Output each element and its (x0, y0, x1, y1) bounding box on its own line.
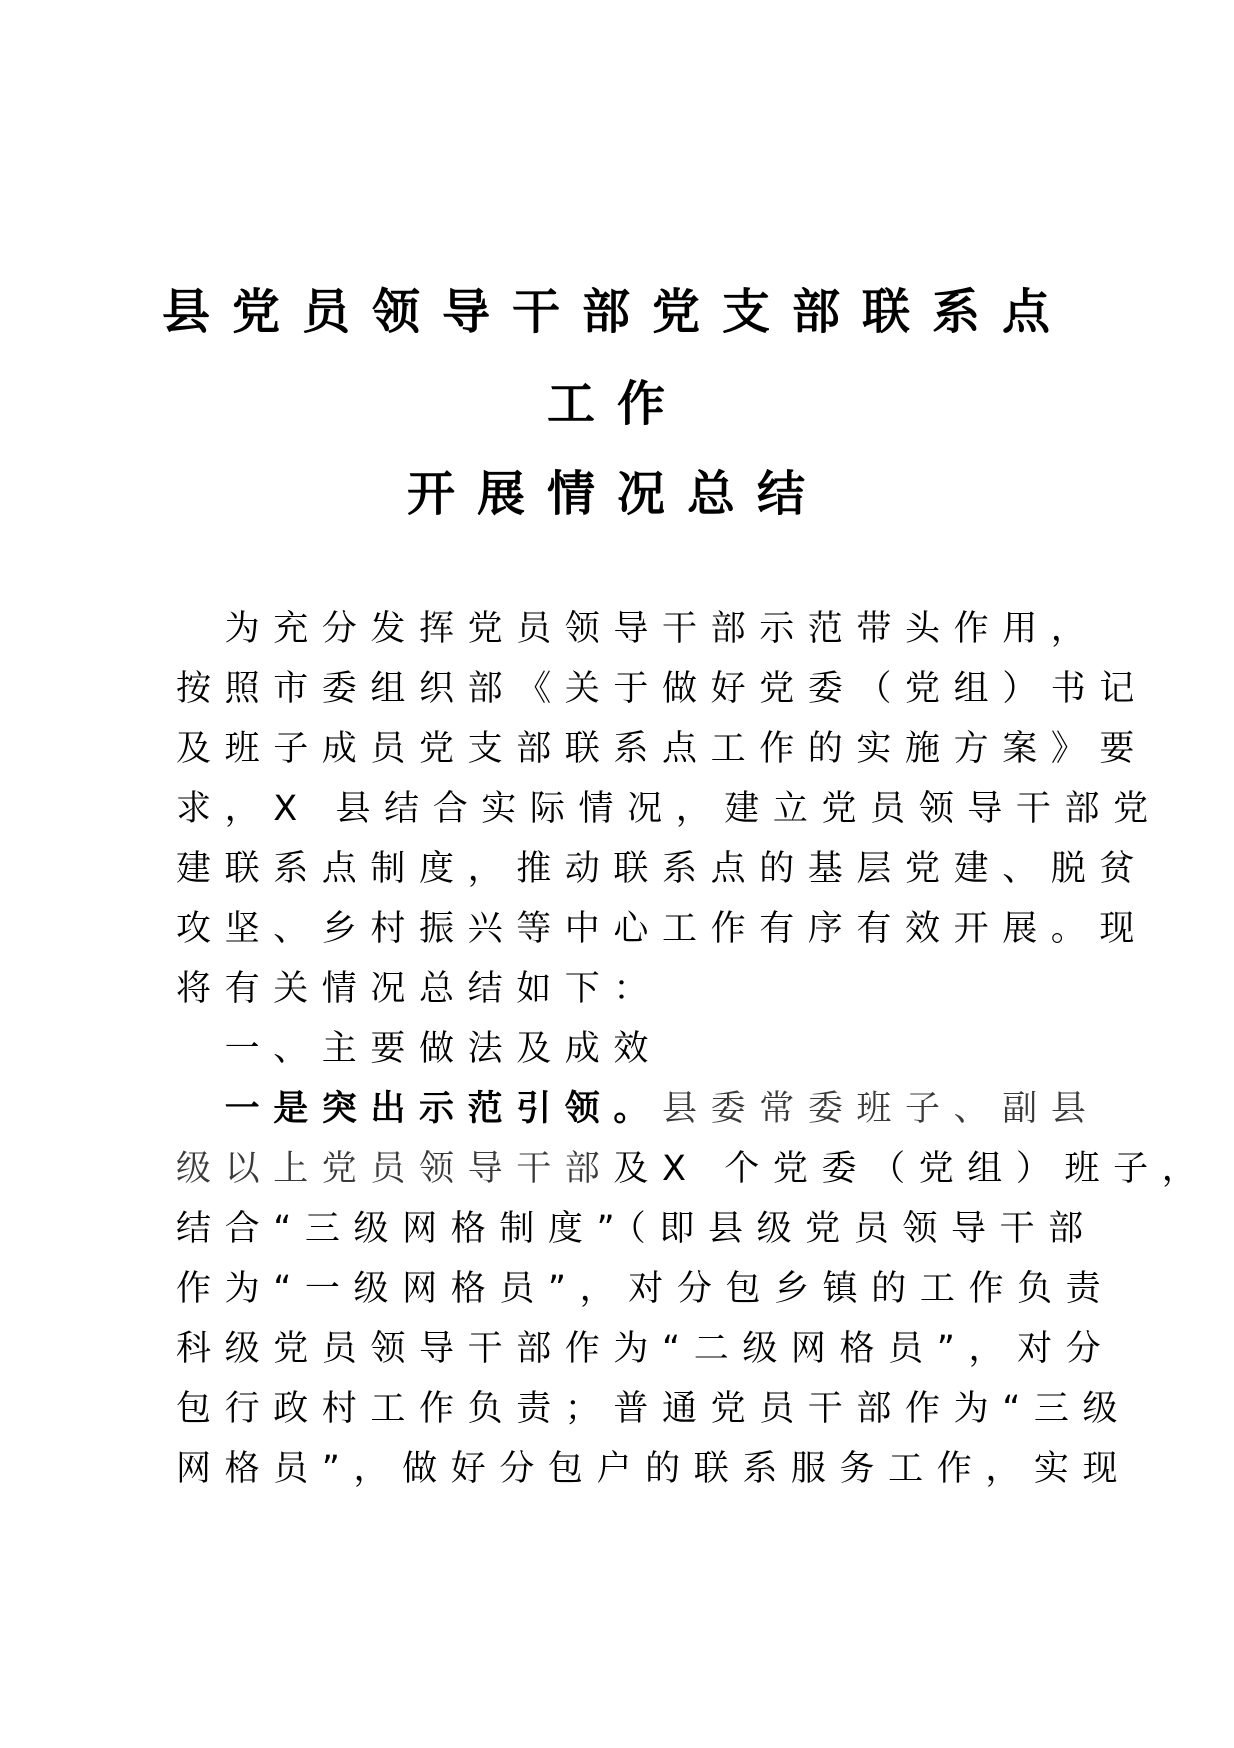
intro-line: 攻坚、乡村振兴等中心工作有序有效开展。现 (176, 909, 1149, 949)
intro-line: 按照市委组织部《关于做好党委（党组）书记 (176, 669, 1149, 709)
point1-line: 科级党员领导干部作为“二级网格员”，对分 (176, 1329, 1115, 1369)
point1-lead: 一是突出示范引领。 (176, 1089, 663, 1129)
section-heading: 一、主要做法及成效 (176, 1029, 663, 1069)
point1-line: 作为“一级网格员”，对分包乡镇的工作负责 (176, 1269, 1115, 1309)
intro-line: 建联系点制度，推动联系点的基层党建、脱贫 (176, 849, 1149, 889)
point1-line2-text: 及X 个党委（党组）班子， (613, 1149, 1211, 1189)
point1-line1-text: 县委常委班子、副县 (662, 1089, 1100, 1129)
document-title-line-2: 工作 (546, 376, 687, 432)
point1-line: 包行政村工作负责；普通党员干部作为“三级 (176, 1389, 1132, 1429)
intro-line: 将有关情况总结如下： (176, 969, 663, 1009)
document-title-line-3: 开展情况总结 (406, 466, 827, 522)
intro-line: 及班子成员党支部联系点工作的实施方案》要 (176, 729, 1149, 769)
intro-line: 求，X 县结合实际情况，建立党员领导干部党 (176, 789, 1162, 829)
intro-line: 为充分发挥党员领导干部示范带头作用， (176, 609, 1100, 649)
point1-line: 网格员”，做好分包户的联系服务工作，实现 (176, 1449, 1132, 1489)
document-title-line-1: 县党员领导干部党支部联系点 (161, 284, 1072, 340)
point1-line-2 (176, 1149, 1211, 1189)
point1-line: 结合“三级网格制度”（即县级党员领导干部 (176, 1209, 1097, 1249)
point1-line-1 (176, 1089, 1100, 1129)
point1-line2-gray: 级以上党员领导干部 (176, 1149, 614, 1189)
